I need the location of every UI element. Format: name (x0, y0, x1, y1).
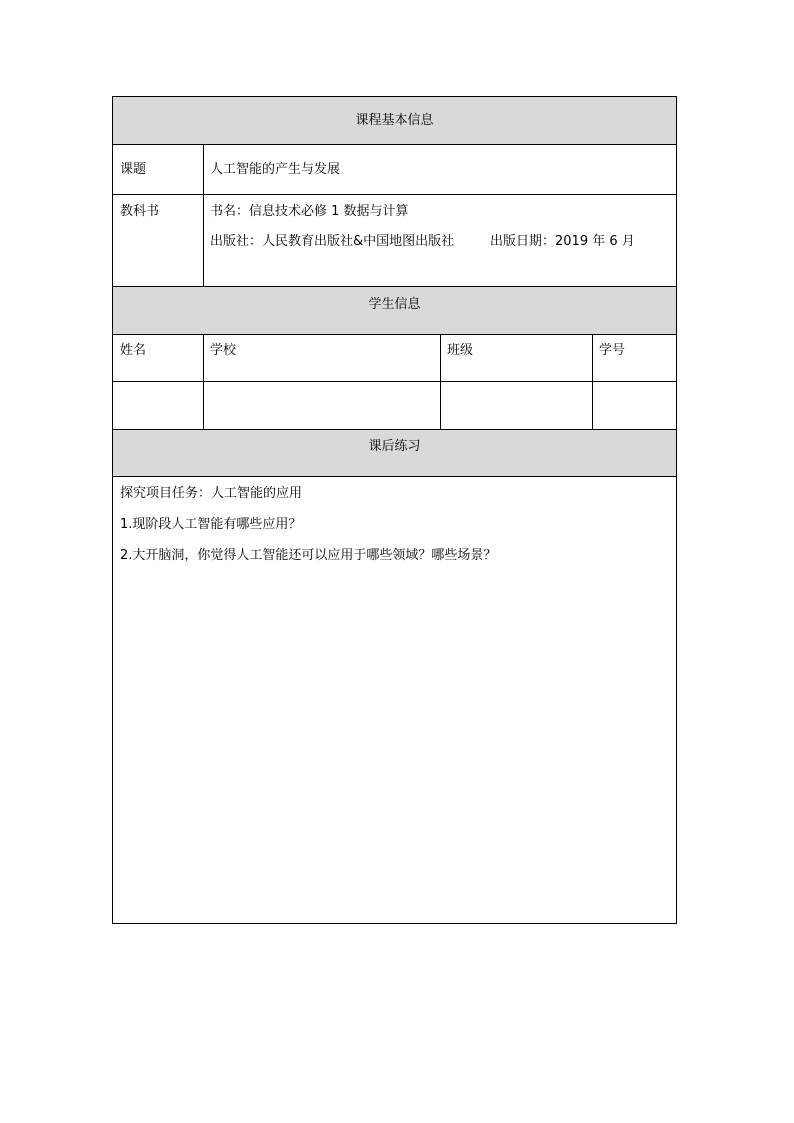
student-class-input-cell[interactable] (440, 382, 592, 429)
student-col-school-cell (203, 335, 440, 381)
textbook-value-cell (203, 195, 676, 286)
student-col-name: 姓名 (120, 343, 147, 358)
exercise-header-row (113, 430, 676, 477)
topic-row (113, 145, 676, 195)
textbook-label: 教科书 (120, 204, 160, 219)
exercise-header: 课后练习 (368, 439, 421, 454)
student-id-input-cell[interactable] (592, 382, 676, 429)
exercise-content-row (113, 477, 676, 923)
textbook-row (113, 195, 676, 287)
student-col-class: 班级 (447, 343, 474, 358)
student-values-row (113, 382, 676, 430)
student-col-id: 学号 (599, 343, 626, 358)
student-col-name-cell (113, 335, 203, 381)
course-form-table (112, 96, 677, 924)
course-info-header: 课程基本信息 (355, 113, 434, 128)
topic-value: 人工智能的产生与发展 (210, 162, 341, 177)
student-info-header-row (113, 287, 676, 335)
student-name-input-cell[interactable] (113, 382, 203, 429)
textbook-publish-date: 出版日期：2019 年 6 月 (490, 234, 635, 249)
textbook-title: 书名：信息技术必修 1 数据与计算 (210, 204, 409, 219)
textbook-label-cell (113, 195, 203, 286)
exercise-question-2: 2.大开脑洞，你觉得人工智能还可以应用于哪些领域？哪些场景？ (120, 548, 497, 563)
student-col-school: 学校 (210, 343, 237, 358)
exercise-question-1: 1.现阶段人工智能有哪些应用？ (120, 517, 302, 532)
exercise-task-title: 探究项目任务：人工智能的应用 (120, 486, 303, 501)
student-col-class-cell (440, 335, 592, 381)
topic-value-cell (203, 145, 676, 194)
student-info-header: 学生信息 (368, 297, 421, 312)
topic-label: 课题 (120, 162, 147, 177)
textbook-publisher: 出版社：人民教育出版社&中国地图出版社 (210, 234, 455, 249)
student-columns-row (113, 335, 676, 382)
topic-label-cell (113, 145, 203, 194)
student-school-input-cell[interactable] (203, 382, 440, 429)
student-col-id-cell (592, 335, 676, 381)
course-info-header-row (113, 97, 676, 145)
